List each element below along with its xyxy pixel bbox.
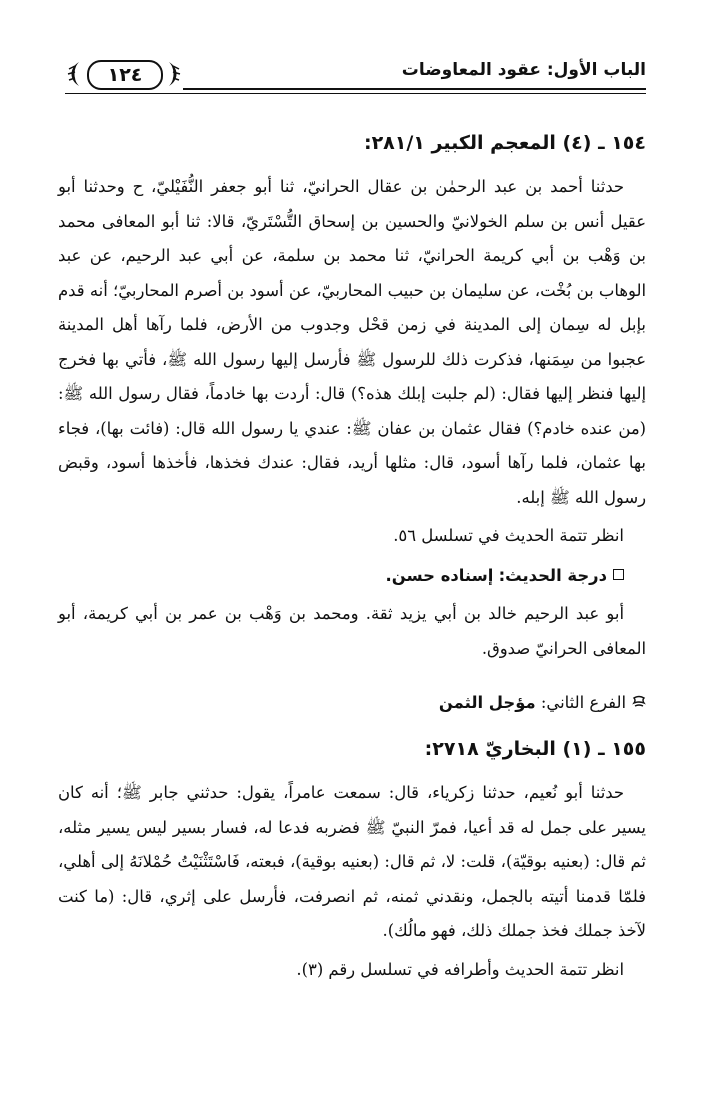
square-bullet-icon	[613, 569, 624, 580]
hadith-text: حدثنا أبو نُعيم، حدثنا زكرياء، قال: سمعت عامراً، يقول: حدثني جابر ﷺ؛ أنه كان يسير على جمل له قد أعيا، فمرّ النبيّ ﷺ فضربه فدعا له، فسار بسير ليس يسير مثله، ثم قال: (بعنيه بوقيّة)، قلت: لا، ثم قال: (بعنيه بوقية)، فبعته، فَاسْتَثْنَيْتُ حُمْلانَهُ إلى أهلي، فلمّا قدمنا أتيته بالجمل، ونقدني ثمنه، ثم انصرفت، فأرسل على إثري، قال: (ما كنت لآخذ جملك فخذ جملك ذلك، فهو مالُك).	[58, 783, 646, 940]
running-title: الباب الأول: عقود المعاوضات	[394, 60, 646, 80]
section-title: مؤجل الثمن	[438, 693, 536, 712]
reference-note: انظر تتمة الحديث في تسلسل ٥٦.	[393, 526, 624, 545]
leaf-ornament-icon	[65, 60, 83, 88]
hadith-text: حدثنا أحمد بن عبد الرحمٰن بن عقال الحرانيّ، ثنا أبو جعفر النُّفَيْليّ، ح وحدثنا أبو عقيل أنس بن سلم الخولانيّ والحسين بن إسحاق التُّسْتَريّ، قالا: ثنا أبو المعافى محمد بن وَهْب بن أبي كريمة الحرانيّ، ثنا محمد بن سلمة، عن أبي عبد الرحيم، عن عبد الوهاب بن بُخْت، عن سليمان بن حبيب المحاربيّ، عن أسود بن أصرم المحاربيّ؛ أنه قدم بإبل له سِمان إلى المدينة في زمن قحْل وجدوب من الأرض، فلما رآها أهل المدينة عجبوا من سِمَنها، فذكرت ذلك للرسول ﷺ فأرسل إليها رسول الله ﷺ، فأتي بها فخرج إليها فنظر إليها فقال: (لم جلبت إبلك هذه؟) قال: أردت بها خادماً، فقال رسول الله ﷺ: (من عنده خادم؟) فقال عثمان بن عفان ﷺ: عندي يا رسول الله قال: (فائت بها)، فجاء بها عثمان، فلما رآها أسود، قال: مثلها أريد، فقال: عندك فخذها، فأخذها أسود، وقبض رسول الله ﷺ إبله.	[58, 177, 646, 507]
entry-heading: ١٥٤ ـ (٤) المعجم الكبير ٢٨١/١:	[363, 132, 646, 154]
entry-heading: ١٥٥ ـ (١) البخاريّ ٢٧١٨:	[424, 738, 646, 760]
header-rule-thin	[65, 93, 646, 94]
leaf-ornament-icon	[165, 60, 183, 88]
hadith-grade	[58, 559, 646, 593]
section-prefix: الفرع الثاني:	[540, 693, 626, 712]
section-heading	[58, 686, 646, 720]
grade-value: إسناده حسن.	[385, 566, 494, 585]
reference-note: انظر تتمة الحديث وأطرافه في تسلسل رقم (٣).	[296, 959, 624, 979]
page-content	[58, 118, 646, 987]
page-header	[65, 52, 646, 98]
narrator-comment: أبو عبد الرحيم خالد بن أبي يزيد ثقة. ومحمد بن وَهْب بن عمر بن أبي كريمة، أبو المعافى الحرانيّ صدوق.	[58, 604, 646, 658]
grade-label: درجة الحديث:	[498, 566, 607, 585]
page-number-badge	[65, 58, 183, 90]
page-number: ١٢٤	[87, 60, 163, 90]
fleuron-icon	[632, 695, 646, 709]
